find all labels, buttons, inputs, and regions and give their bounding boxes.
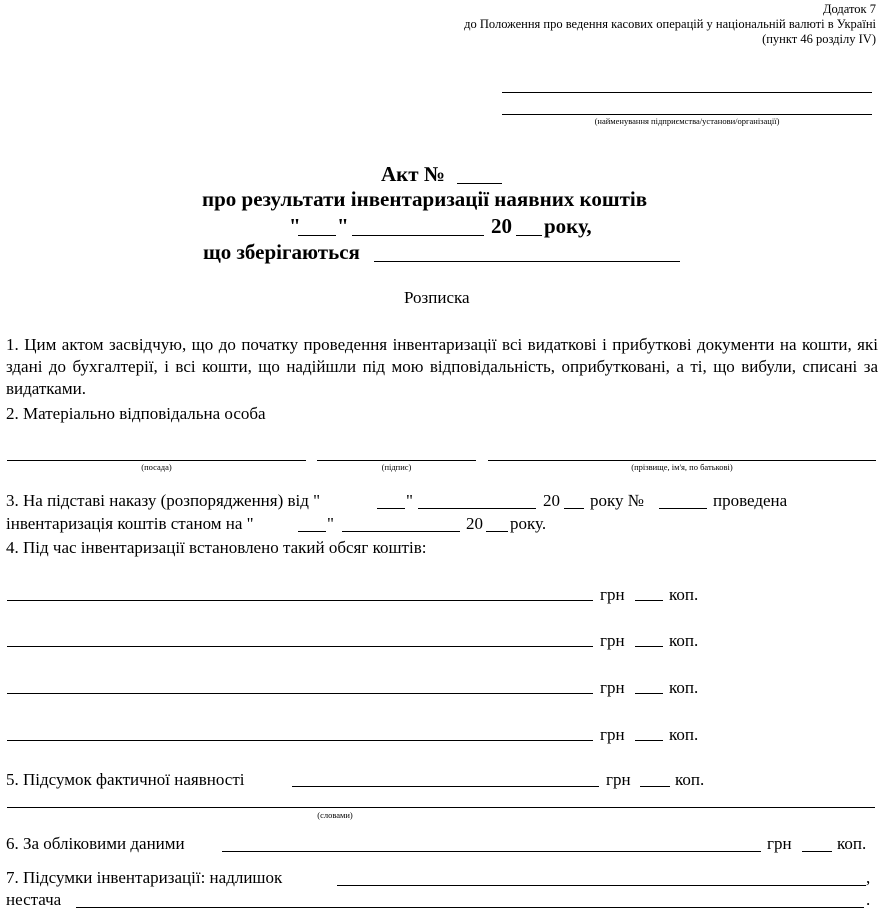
amount-row-3-kop-field[interactable] <box>635 693 663 694</box>
order-year-field[interactable] <box>564 508 584 509</box>
act-month-field[interactable] <box>352 235 484 236</box>
act-number-field[interactable] <box>457 183 502 184</box>
amount-row-2-line[interactable] <box>7 646 593 647</box>
words-caption: (словами) <box>317 810 353 820</box>
position-caption: (посада) <box>141 462 172 472</box>
amount-row-1-minor: коп. <box>669 585 699 604</box>
book-total-field[interactable] <box>222 851 761 852</box>
p5-minor: коп. <box>675 770 705 789</box>
paragraph-4: 4. Під час інвентаризації встановлено такий обсяг коштів: <box>6 538 427 557</box>
act-day-field[interactable] <box>298 235 336 236</box>
amount-row-4-kop-field[interactable] <box>635 740 663 741</box>
amount-row-3-minor: коп. <box>669 678 699 697</box>
storage-place-field[interactable] <box>374 261 680 262</box>
order-day-field[interactable] <box>377 508 405 509</box>
receipt-heading: Розписка <box>404 288 470 307</box>
act-title-text: Акт № <box>381 162 445 186</box>
act-year-prefix: 20 <box>491 214 512 238</box>
regulation-reference: до Положення про ведення касових операцій у національній валюті в Україні <box>464 17 876 31</box>
p3-text-i: року. <box>510 514 547 533</box>
amount-row-3-currency: грн <box>600 678 625 697</box>
p6-label: 6. За обліковими даними <box>6 834 185 853</box>
paragraph-1: 1. Цим актом засвідчую, що до початку проведення інвентаризації всі видаткові і прибуткові документи на кошти, які здані до бухгалтерії, і всі кошти, що надійшли під мою відповідальність, оприбутковані, а ті, що вибули, списані за видатками. <box>6 335 878 398</box>
p3-text-b: " <box>406 491 413 510</box>
full-name-caption: (прізвище, ім'я, по батькові) <box>631 462 733 472</box>
act-date-quote-close: " <box>337 214 349 238</box>
p7-surplus-end: , <box>866 868 871 887</box>
actual-total-words-field[interactable] <box>7 807 875 808</box>
full-name-field[interactable] <box>488 460 876 461</box>
signature-field[interactable] <box>317 460 476 461</box>
org-name-line-2[interactable] <box>502 114 872 115</box>
book-total-kop-field[interactable] <box>802 851 832 852</box>
amount-row-4-minor: коп. <box>669 725 699 744</box>
p3-text-g: " <box>327 514 334 533</box>
amount-row-1-kop-field[interactable] <box>635 600 663 601</box>
amount-row-2-currency: грн <box>600 631 625 650</box>
p6-currency: грн <box>767 834 792 853</box>
act-title <box>381 162 445 186</box>
amount-row-3-line[interactable] <box>7 693 593 694</box>
p6-minor: коп. <box>837 834 867 853</box>
p5-currency: грн <box>606 770 631 789</box>
clause-reference: (пункт 46 розділу IV) <box>762 32 876 46</box>
act-subtitle: про результати інвентаризації наявних коштів <box>202 187 648 211</box>
p7-shortage-label: нестача <box>6 890 62 909</box>
p3-text-e: проведена <box>713 491 788 510</box>
act-year-suffix: року, <box>544 214 592 238</box>
p3-text-f: інвентаризація коштів станом на " <box>6 514 254 533</box>
p3-text-d: року № <box>590 491 644 510</box>
p3-text-h: 20 <box>466 514 483 533</box>
act-year-field[interactable] <box>516 235 542 236</box>
p5-label: 5. Підсумок фактичної наявності <box>6 770 245 789</box>
p3-text-c: 20 <box>543 491 560 510</box>
appendix-number: Додаток 7 <box>823 2 876 16</box>
amount-row-4-currency: грн <box>600 725 625 744</box>
signature-caption: (підпис) <box>381 462 412 472</box>
order-month-field[interactable] <box>418 508 536 509</box>
org-name-line-1[interactable] <box>502 92 872 93</box>
amount-row-4-line[interactable] <box>7 740 593 741</box>
actual-total-field[interactable] <box>292 786 599 787</box>
amount-row-1-line[interactable] <box>7 600 593 601</box>
amount-row-2-kop-field[interactable] <box>635 646 663 647</box>
actual-total-kop-field[interactable] <box>640 786 670 787</box>
act-date-quote-open: " <box>289 214 301 238</box>
p3-text-a: 3. На підставі наказу (розпорядження) від " <box>6 491 321 510</box>
p7-shortage-end: . <box>866 890 871 909</box>
position-field[interactable] <box>7 460 306 461</box>
inventory-day-field[interactable] <box>298 531 326 532</box>
amount-row-1-currency: грн <box>600 585 625 604</box>
order-number-field[interactable] <box>659 508 707 509</box>
inventory-year-field[interactable] <box>486 531 508 532</box>
inventory-month-field[interactable] <box>342 531 460 532</box>
amount-row-2-minor: коп. <box>669 631 699 650</box>
p7-surplus-label: 7. Підсумки інвентаризації: надлишок <box>6 868 283 887</box>
storage-label: що зберігаються <box>203 240 360 264</box>
paragraph-2: 2. Матеріально відповідальна особа <box>6 404 266 423</box>
surplus-field[interactable] <box>337 885 866 886</box>
org-name-caption: (найменування підприємства/установи/організації) <box>594 116 780 126</box>
shortage-field[interactable] <box>76 907 864 908</box>
